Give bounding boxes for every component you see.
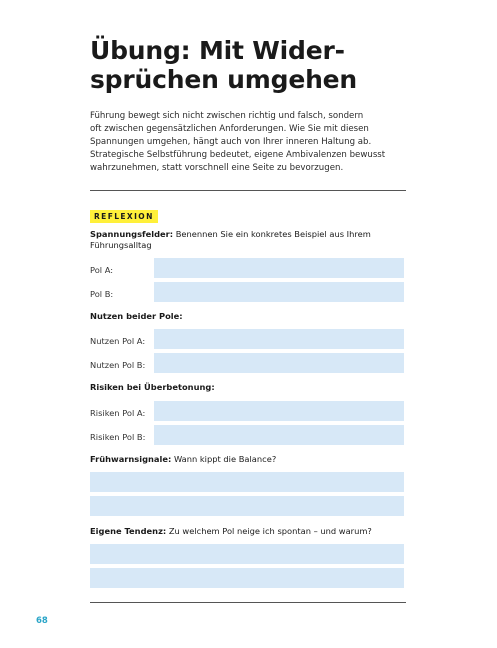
nutzen-pol-b-label: Nutzen Pol B: (90, 360, 146, 370)
tendenz-label-text: Zu welchem Pol neige ich spontan – und warum? (166, 526, 372, 536)
tendenz-label-bold: Eigene Tendenz: (90, 526, 167, 536)
intro-paragraph (90, 110, 410, 175)
spannungsfelder-label-bold: Spannungsfelder: (90, 229, 174, 239)
intro-line: Führung bewegt sich nicht zwischen richtig und falsch, sondern (90, 111, 364, 121)
fruehwarn-label-bold: Frühwarnsignale: (90, 454, 172, 464)
nutzen-label-bold: Nutzen beider Pole: (90, 311, 183, 321)
pol-a-field[interactable] (154, 258, 404, 278)
risiken-label (90, 382, 406, 393)
intro-line: Strategische Selbstführung bedeutet, eigene Ambivalenzen bewusst (90, 150, 386, 160)
pol-a-label: Pol A: (90, 265, 114, 275)
fruehwarn-label-text: Wann kippt die Balance? (171, 454, 277, 464)
pol-b-field[interactable] (154, 282, 404, 302)
intro-line: oft zwischen gegensätzlichen Anforderungen. Wie Sie mit diesen (90, 124, 369, 134)
tendenz-field-1[interactable] (90, 544, 404, 564)
nutzen-pol-a-label: Nutzen Pol A: (90, 336, 146, 346)
fruehwarn-label (90, 454, 406, 465)
tendenz-label (90, 526, 406, 537)
risiken-pol-a-field[interactable] (154, 401, 404, 421)
tendenz-field-2[interactable] (90, 568, 404, 588)
spannungsfelder-label-text-2: Führungsalltag (90, 240, 152, 250)
risiken-pol-b-label: Risiken Pol B: (90, 432, 146, 442)
fruehwarn-field-1[interactable] (90, 472, 404, 492)
title-line: Übung: Mit Wider- (90, 36, 345, 65)
risiken-label-bold: Risiken bei Überbetonung: (90, 382, 215, 392)
nutzen-label (90, 311, 406, 322)
page-number: 68 (36, 616, 48, 626)
nutzen-pol-a-field[interactable] (154, 329, 404, 349)
nutzen-pol-b-field[interactable] (154, 353, 404, 373)
pol-b-label: Pol B: (90, 289, 114, 299)
title-line: sprüchen umgehen (90, 65, 358, 94)
intro-line: wahrzunehmen, statt vorschnell eine Seite zu bevorzugen. (90, 163, 344, 173)
page-title (90, 36, 420, 94)
reflexion-badge: REFLEXION (90, 210, 158, 223)
risiken-pol-b-field[interactable] (154, 425, 404, 445)
top-divider (90, 190, 406, 191)
spannungsfelder-label-text: Benennen Sie ein konkretes Beispiel aus Ihrem (173, 229, 371, 239)
risiken-pol-a-label: Risiken Pol A: (90, 408, 146, 418)
bottom-divider (90, 602, 406, 603)
fruehwarn-field-2[interactable] (90, 496, 404, 516)
spannungsfelder-label (90, 229, 406, 251)
intro-line: Spannungen umgehen, hängt auch von Ihrer inneren Haltung ab. (90, 137, 372, 147)
